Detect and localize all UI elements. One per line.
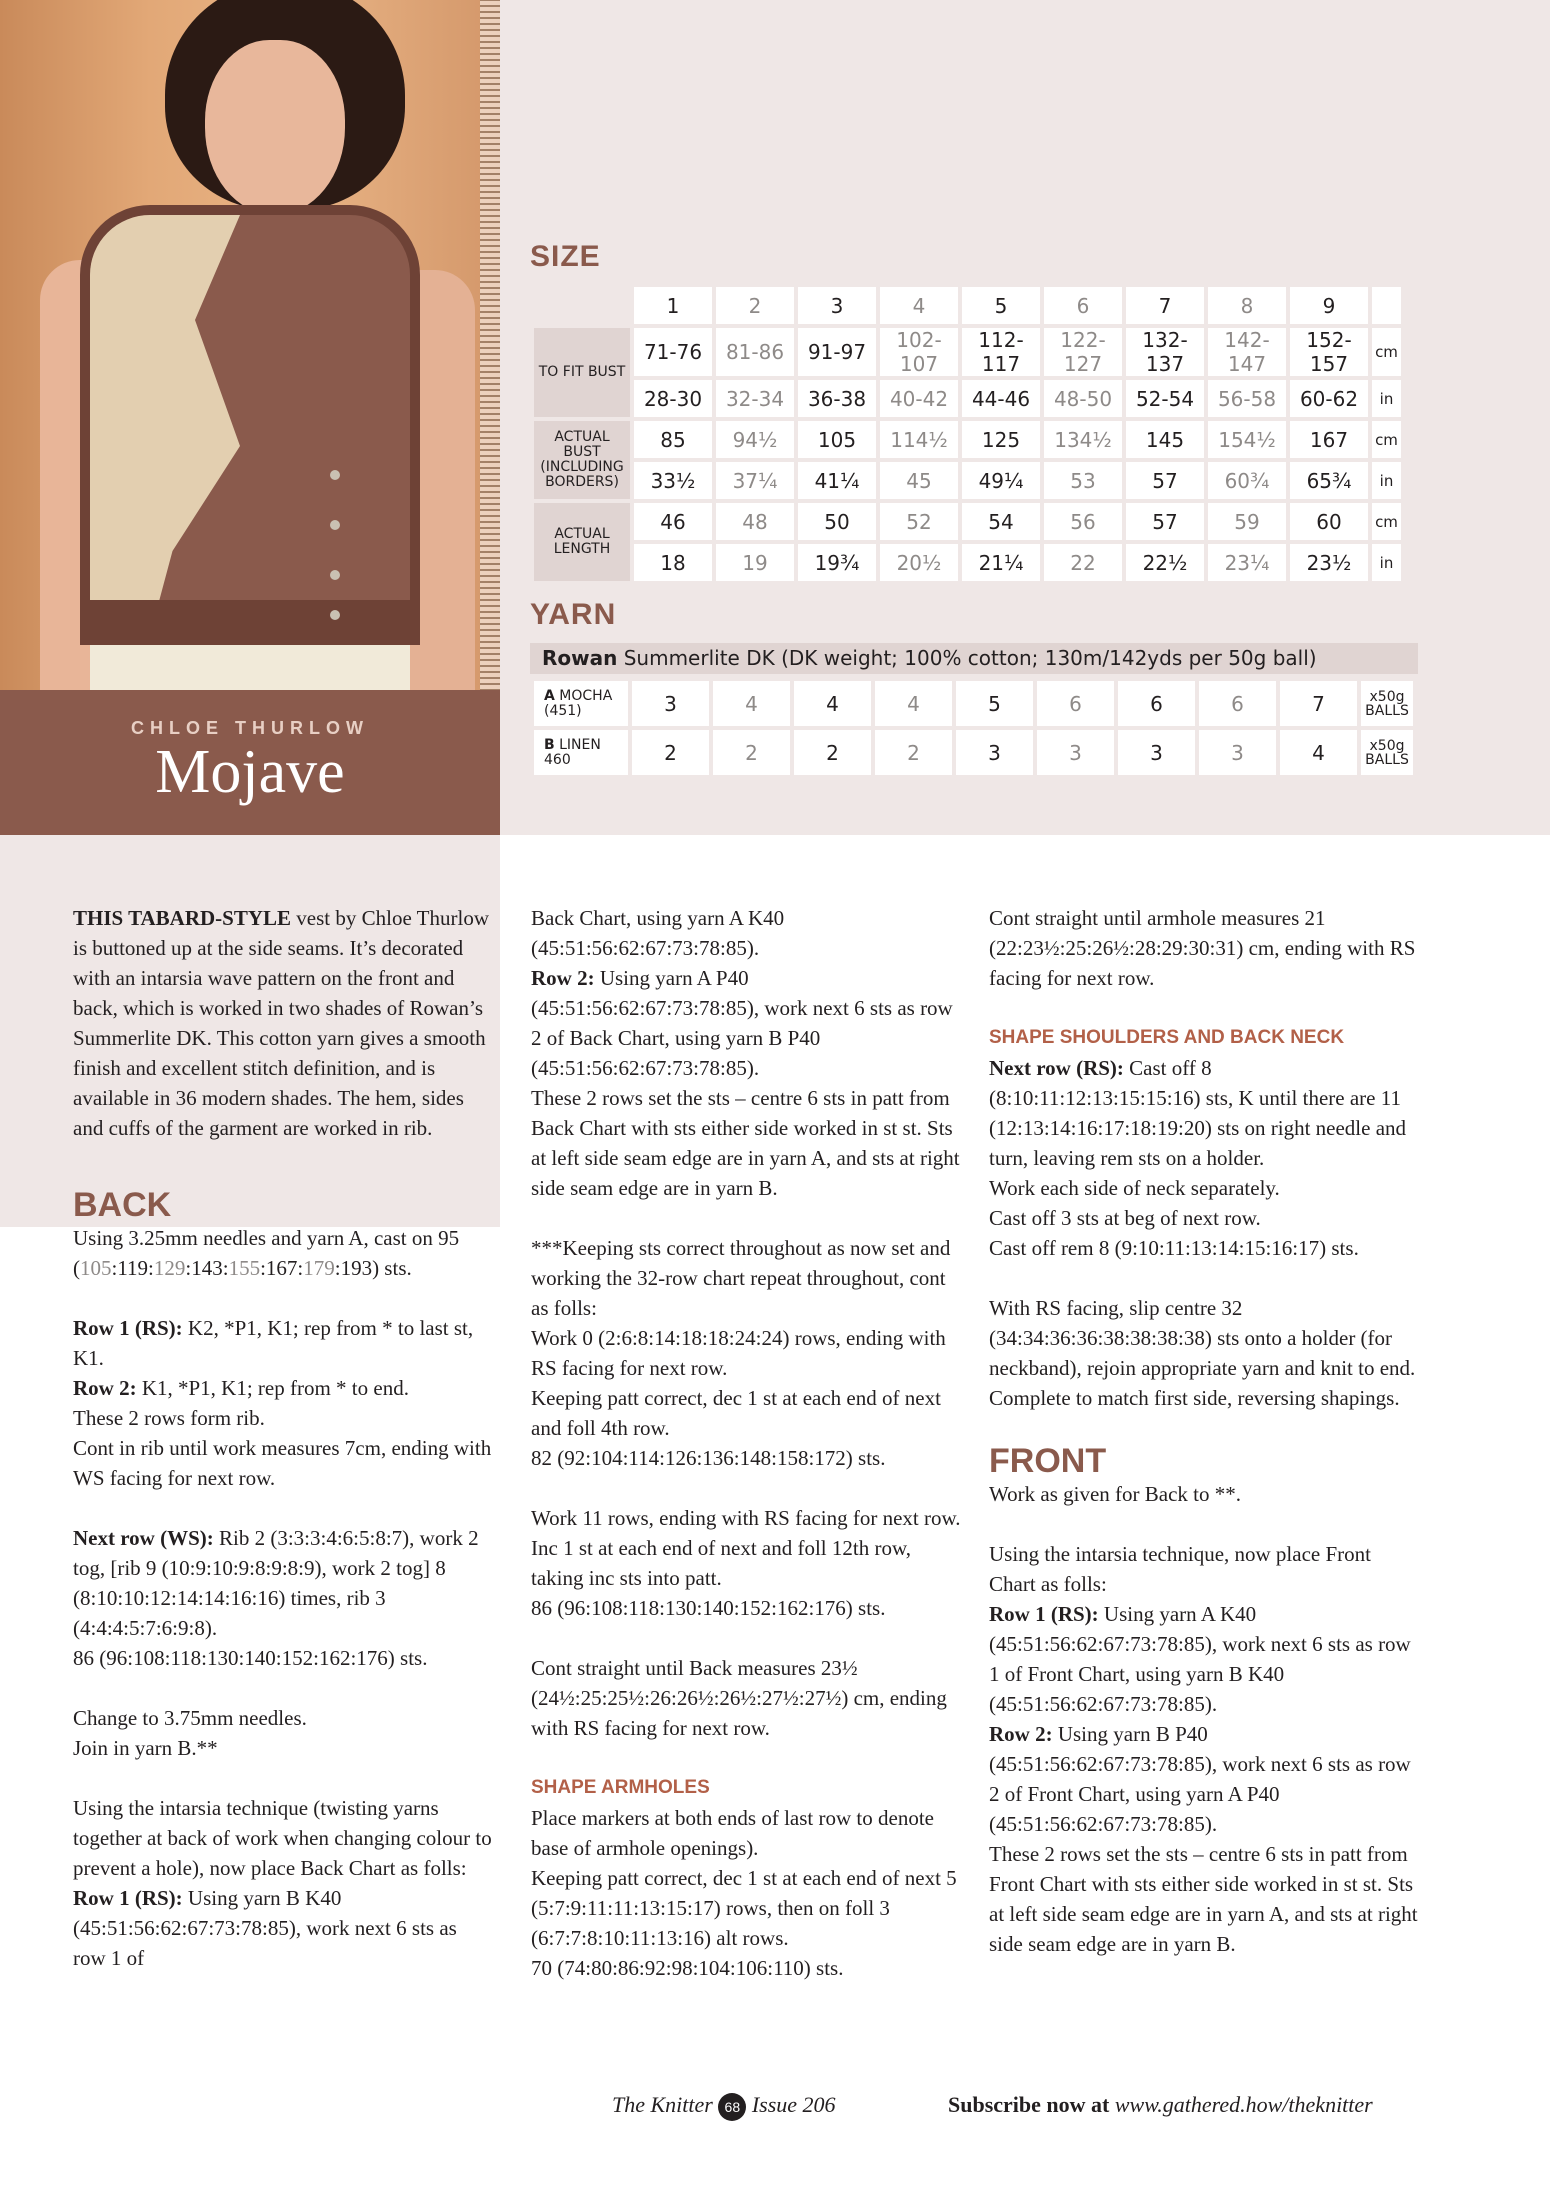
yarn-heading: YARN: [530, 598, 617, 631]
table-cell: 52: [880, 503, 958, 540]
table-cell: 45: [880, 462, 958, 499]
size-col: 9: [1290, 287, 1368, 324]
table-cell: 71-76: [634, 328, 712, 376]
chart-rows: Back Chart, using yarn A K40 (45:51:56:62:67:73:78:85). Row 2: Using yarn A P40 (45:51:56:62:67:73:78:85), work next 6 sts as row 2 of Back Chart, using yarn B P40 (45:51:56:62:67:73:78:85). These 2 rows set the sts – centre 6 sts in patt from Back Chart with sts either side worked in st st. Sts at left side seam edge are in yarn A, and sts at right side seam edge are in yarn B.: [531, 906, 960, 1200]
table-cell: x50g BALLS: [1361, 681, 1413, 726]
table-cell: 19¾: [798, 544, 876, 581]
table-cell: 20½: [880, 544, 958, 581]
size-col: 7: [1126, 287, 1204, 324]
size-col: 3: [798, 287, 876, 324]
table-cell: cm: [1372, 328, 1401, 376]
table-cell: 60¾: [1208, 462, 1286, 499]
table-cell: 3: [1118, 730, 1195, 775]
table-cell: 122-127: [1044, 328, 1122, 376]
yarn-table: [530, 677, 1417, 779]
size-col: 5: [962, 287, 1040, 324]
next-row: Next row (WS): Rib 2 (3:3:3:4:6:5:8:7), work 2 tog, [rib 9 (10:9:10:9:8:9:8:9), work 2 tog] 8 (8:10:10:12:14:14:16:16) times, rib 3 (4:4:4:5:7:6:9:8). 86 (96:108:118:130:140:152:162:176) sts.: [73, 1526, 479, 1670]
pattern-title: Mojave: [155, 738, 345, 806]
table-cell: 53: [1044, 462, 1122, 499]
table-cell: 5: [956, 681, 1033, 726]
model-photo: [0, 0, 500, 690]
table-cell: 19: [716, 544, 794, 581]
front-chart: Using the intarsia technique, now place Front Chart as folls: Row 1 (RS): Using yarn A K40 (45:51:56:62:67:73:78:85), work next 6 sts as row 1 of Front Chart, using yarn B K40 (45:51:56:62:67:73:78:85). Row 2: Using yarn B P40 (45:51:56:62:67:73:78:85), work next 6 sts as row 2 of Front Chart, using yarn A P40 (45:51:56:62:67:73:78:85). These 2 rows set the sts – centre 6 sts in patt from Front Chart with sts either side worked in st st. Sts at left side seam edge are in yarn A, and sts at right side seam edge are in yarn B.: [989, 1542, 1418, 1956]
table-cell: in: [1372, 380, 1401, 417]
front-heading: FRONT: [989, 1442, 1107, 1480]
table-cell: 85: [634, 421, 712, 458]
yarn-label: B LINEN 460: [534, 730, 628, 775]
table-cell: 134½: [1044, 421, 1122, 458]
table-cell: 60: [1290, 503, 1368, 540]
table-cell: 2: [875, 730, 952, 775]
yarn-description: [530, 643, 1418, 674]
table-cell: 167: [1290, 421, 1368, 458]
table-cell: 49¼: [962, 462, 1040, 499]
table-row: [534, 462, 1401, 499]
back-heading: BACK: [73, 1186, 172, 1224]
table-cell: 152-157: [1290, 328, 1368, 376]
table-cell: 40-42: [880, 380, 958, 417]
armholes-heading: SHAPE ARMHOLES: [531, 1777, 710, 1798]
table-cell: [1372, 287, 1401, 324]
table-cell: 2: [713, 730, 790, 775]
table-cell: 114½: [880, 421, 958, 458]
table-cell: 56-58: [1208, 380, 1286, 417]
table-cell: 56: [1044, 503, 1122, 540]
table-cell: 7: [1280, 681, 1357, 726]
rib-instructions: Row 1 (RS): K2, *P1, K1; rep from * to last st, K1. Row 2: K1, *P1, K1; rep from * to end. These 2 rows form rib. Cont in rib until work measures 7cm, ending with WS facing for next row.: [73, 1316, 492, 1490]
table-cell: [534, 287, 630, 324]
table-cell: 4: [794, 681, 871, 726]
armholes: Place markers at both ends of last row to denote base of armhole openings). Keeping patt correct, dec 1 st at each end of next 5 (5:7:9:11:11:13:15:17) rows, then on foll 3 (6:7:7:8:10:11:13:16) alt rows. 70 (74:80:86:92:98:104:106:110) sts.: [531, 1806, 957, 1980]
table-cell: 46: [634, 503, 712, 540]
table-cell: 57: [1126, 462, 1204, 499]
change-needles: Change to 3.75mm needles. Join in yarn B.**: [73, 1706, 307, 1760]
size-col: 2: [716, 287, 794, 324]
table-cell: 23¼: [1208, 544, 1286, 581]
table-row: [534, 380, 1401, 417]
table-cell: 4: [713, 681, 790, 726]
table-row: [534, 503, 1401, 540]
table-cell: 3: [632, 681, 709, 726]
table-cell: 3: [1199, 730, 1276, 775]
row-label: ACTUAL LENGTH: [534, 503, 630, 581]
table-cell: 48: [716, 503, 794, 540]
slip-centre: With RS facing, slip centre 32 (34:34:36:36:38:38:38:38) sts onto a holder (for neckband), rejoin appropriate yarn and knit to end. Complete to match first side, reversing shapings.: [989, 1296, 1416, 1410]
intarsia-back: Using the intarsia technique (twisting yarns together at back of work when changing colour to prevent a hole), now place Back Chart as folls: Row 1 (RS): Using yarn B K40 (45:51:56:62:67:73:78:85), work next 6 sts as row 1 of: [73, 1796, 492, 1970]
table-row: [534, 544, 1401, 581]
table-cell: 4: [1280, 730, 1357, 775]
subscribe-link[interactable]: www.gathered.how/theknitter: [1114, 2092, 1373, 2117]
table-cell: cm: [1372, 503, 1401, 540]
table-cell: 18: [634, 544, 712, 581]
designer-name: CHLOE THURLOW: [131, 718, 369, 738]
table-cell: 2: [794, 730, 871, 775]
table-cell: 125: [962, 421, 1040, 458]
table-cell: 50: [798, 503, 876, 540]
table-cell: 21¼: [962, 544, 1040, 581]
table-cell: 32-34: [716, 380, 794, 417]
page-number: 68: [718, 2093, 746, 2121]
keeping: ***Keeping sts correct throughout as now set and working the 32-row chart repeat throughout, cont as folls: Work 0 (2:6:8:14:18:18:24:24) rows, ending with RS facing for next row. Keeping patt correct, dec 1 st at each end of next and foll 4th row. 82 (92:104:114:126:136:148:158:172) sts.: [531, 1236, 951, 1470]
size-col: 1: [634, 287, 712, 324]
size-col: 6: [1044, 287, 1122, 324]
table-cell: 105: [798, 421, 876, 458]
yarn-spec: Summerlite DK (DK weight; 100% cotton; 130m/142yds per 50g ball): [623, 646, 1317, 670]
table-cell: 2: [632, 730, 709, 775]
table-cell: 81-86: [716, 328, 794, 376]
row-label: TO FIT BUST: [534, 328, 630, 417]
increase: Work 11 rows, ending with RS facing for next row. Inc 1 st at each end of next and foll 12th row, taking inc sts into patt. 86 (96:108:118:130:140:152:162:176) sts.: [531, 1506, 961, 1620]
table-row: [534, 730, 1413, 775]
cast-on: Using 3.25mm needles and yarn A, cast on 95 (105:119:129:143:155:167:179:193) sts.: [73, 1226, 460, 1280]
table-cell: 23½: [1290, 544, 1368, 581]
table-row: [534, 681, 1413, 726]
table-cell: 94½: [716, 421, 794, 458]
cont-armhole: Cont straight until armhole measures 21 (22:23½:25:26½:28:29:30:31) cm, ending with RS facing for next row.: [989, 906, 1416, 990]
table-cell: 52-54: [1126, 380, 1204, 417]
table-cell: 54: [962, 503, 1040, 540]
table-cell: 3: [1037, 730, 1114, 775]
table-cell: 91-97: [798, 328, 876, 376]
table-cell: 60-62: [1290, 380, 1368, 417]
table-cell: 57: [1126, 503, 1204, 540]
row-label: ACTUAL BUST (INCLUDING BORDERS): [534, 421, 630, 499]
table-cell: 65¾: [1290, 462, 1368, 499]
table-row: [534, 421, 1401, 458]
size-table: [530, 283, 1405, 585]
shoulders-heading: SHAPE SHOULDERS AND BACK NECK: [989, 1027, 1345, 1048]
table-cell: 48-50: [1044, 380, 1122, 417]
table-cell: in: [1372, 462, 1401, 499]
table-cell: 33½: [634, 462, 712, 499]
size-heading: SIZE: [530, 240, 601, 273]
intro-text: THIS TABARD-STYLE vest by Chloe Thurlow is buttoned up at the side seams. It’s decorated with an intarsia wave pattern on the front and back, which is worked in two shades of Rowan’s Summerlite DK. This cotton yarn gives a smooth finish and excellent stitch definition, and is available in 36 modern shades. The hem, sides and cuffs of the garment are worked in rib.: [73, 906, 489, 1140]
cont-back: Cont straight until Back measures 23½ (24½:25:25½:26:26½:26½:27½:27½) cm, ending with RS facing for next row.: [531, 1656, 947, 1740]
column-1: [73, 903, 493, 2003]
table-cell: cm: [1372, 421, 1401, 458]
yarn-brand: Rowan: [542, 646, 618, 670]
yarn-label: A MOCHA (451): [534, 681, 628, 726]
column-2: [531, 903, 961, 2013]
shoulders: Next row (RS): Cast off 8 (8:10:11:12:13:15:15:16) sts, K until there are 11 (12:13:14:16:17:18:19:20) sts on right needle and turn, leaving rem sts on a holder. Work each side of neck separately. Cast off 3 sts at beg of next row. Cast off rem 8 (9:10:11:13:14:15:16:17) sts.: [989, 1056, 1407, 1260]
table-cell: 59: [1208, 503, 1286, 540]
footer-subscribe: Subscribe now at www.gathered.how/theknitter: [948, 2092, 1373, 2117]
table-cell: 4: [875, 681, 952, 726]
table-cell: 37¼: [716, 462, 794, 499]
table-cell: 22: [1044, 544, 1122, 581]
table-cell: 6: [1118, 681, 1195, 726]
front-intro: Work as given for Back to **.: [989, 1482, 1241, 1506]
table-row: [534, 328, 1401, 376]
table-cell: 6: [1037, 681, 1114, 726]
size-col: 8: [1208, 287, 1286, 324]
size-header-row: [534, 287, 1401, 324]
table-cell: 41¼: [798, 462, 876, 499]
table-cell: 132-137: [1126, 328, 1204, 376]
table-cell: 28-30: [634, 380, 712, 417]
table-cell: 6: [1199, 681, 1276, 726]
table-cell: 44-46: [962, 380, 1040, 417]
table-cell: x50g BALLS: [1361, 730, 1413, 775]
footer-magazine: The Knitter 68 Issue 206: [612, 2092, 836, 2121]
size-col: 4: [880, 287, 958, 324]
table-cell: 112-117: [962, 328, 1040, 376]
table-cell: 154½: [1208, 421, 1286, 458]
table-cell: in: [1372, 544, 1401, 581]
table-cell: 36-38: [798, 380, 876, 417]
table-cell: 145: [1126, 421, 1204, 458]
table-cell: 102-107: [880, 328, 958, 376]
table-cell: 142-147: [1208, 328, 1286, 376]
table-cell: 3: [956, 730, 1033, 775]
column-3: [989, 903, 1419, 1989]
table-cell: 22½: [1126, 544, 1204, 581]
title-box: [0, 690, 500, 835]
